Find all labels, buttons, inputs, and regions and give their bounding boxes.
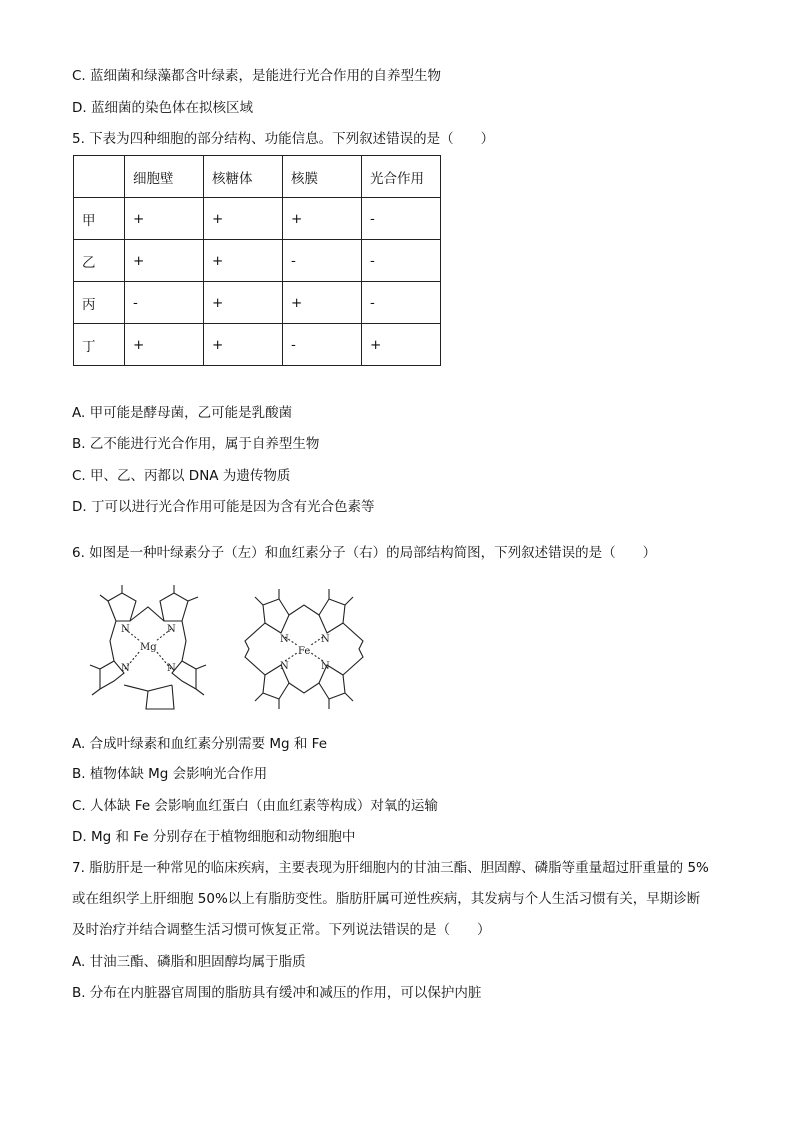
table-cell: - [125, 282, 204, 324]
magnesium-label: Mg [140, 642, 157, 653]
q5-option-a: A. 甲可能是酵母菌，乙可能是乳酸菌 [72, 405, 293, 421]
table-cell: - [283, 324, 362, 366]
q7-stem-line-1: 7. 脂肪肝是一种常见的临床疾病，主要表现为肝细胞内的甘油三酯、胆固醇、磷脂等重量超过肝重量的 5% [72, 860, 709, 876]
table-cell: + [204, 240, 283, 282]
q5-option-b: B. 乙不能进行光合作用，属于自养型生物 [72, 436, 320, 452]
q5-stem: 5. 下表为四种细胞的部分结构、功能信息。下列叙述错误的是（ ） [72, 131, 495, 147]
nitrogen-label: N [121, 624, 130, 635]
table-cell: + [204, 282, 283, 324]
table-header-row [74, 156, 441, 198]
table-header-cell: 光合作用 [362, 156, 441, 198]
cell-structure-table [73, 155, 441, 366]
q7-stem-line-3: 及时治疗并结合调整生活习惯可恢复正常。下列说法错误的是（ ） [72, 922, 491, 938]
q6-option-c: C. 人体缺 Fe 会影响血红蛋白（由血红素等构成）对氧的运输 [72, 798, 438, 814]
table-cell: - [362, 240, 441, 282]
q7-option-a: A. 甘油三酯、磷脂和胆固醇均属于脂质 [72, 954, 306, 970]
nitrogen-label: N [167, 624, 176, 635]
q6-option-a: A. 合成叶绿素和血红素分别需要 Mg 和 Fe [72, 736, 328, 752]
q7-option-b: B. 分布在内脏器官周围的脂肪具有缓冲和减压的作用，可以保护内脏 [72, 985, 482, 1001]
table-cell: - [362, 198, 441, 240]
table-cell: - [283, 240, 362, 282]
table-cell: + [362, 324, 441, 366]
nitrogen-label: N [167, 663, 176, 674]
table-row [74, 198, 441, 240]
nitrogen-label: N [280, 661, 289, 672]
table-row [74, 282, 441, 324]
table-cell: 乙 [74, 240, 125, 282]
table-cell: + [125, 240, 204, 282]
q5-option-d: D. 丁可以进行光合作用可能是因为含有光合色素等 [72, 499, 375, 515]
iron-label: Fe [298, 646, 311, 657]
table-cell: + [204, 198, 283, 240]
nitrogen-label: N [280, 634, 289, 645]
table-header-cell: 细胞壁 [125, 156, 204, 198]
table-cell: - [362, 282, 441, 324]
table-cell: + [283, 282, 362, 324]
table-cell: 丁 [74, 324, 125, 366]
table-row [74, 240, 441, 282]
nitrogen-label: N [321, 634, 330, 645]
chlorophyll-structure-figure [78, 585, 218, 720]
table-cell: + [204, 324, 283, 366]
heme-structure-figure [235, 585, 380, 720]
q6-stem: 6. 如图是一种叶绿素分子（左）和血红素分子（右）的局部结构简图，下列叙述错误的是（ ） [72, 545, 657, 561]
table-header-cell: 核糖体 [204, 156, 283, 198]
nitrogen-label: N [321, 661, 330, 672]
q6-option-d: D. Mg 和 Fe 分别存在于植物细胞和动物细胞中 [72, 829, 356, 845]
table-cell: + [283, 198, 362, 240]
table-cell: + [125, 324, 204, 366]
table-header-cell [74, 156, 125, 198]
q7-stem-line-2: 或在组织学上肝细胞 50%以上有脂肪变性。脂肪肝属可逆性疾病，其发病与个人生活习惯有关，早期诊断 [72, 891, 701, 907]
table-cell: + [125, 198, 204, 240]
nitrogen-label: N [121, 663, 130, 674]
q6-option-b: B. 植物体缺 Mg 会影响光合作用 [72, 766, 268, 782]
q4-option-c: C. 蓝细菌和绿藻都含叶绿素，是能进行光合作用的自养型生物 [72, 68, 442, 84]
table-row [74, 324, 441, 366]
table-header-cell: 核膜 [283, 156, 362, 198]
table-cell: 甲 [74, 198, 125, 240]
table-cell: 丙 [74, 282, 125, 324]
q4-option-d: D. 蓝细菌的染色体在拟核区域 [72, 100, 253, 116]
q5-option-c: C. 甲、乙、丙都以 DNA 为遗传物质 [72, 468, 291, 484]
